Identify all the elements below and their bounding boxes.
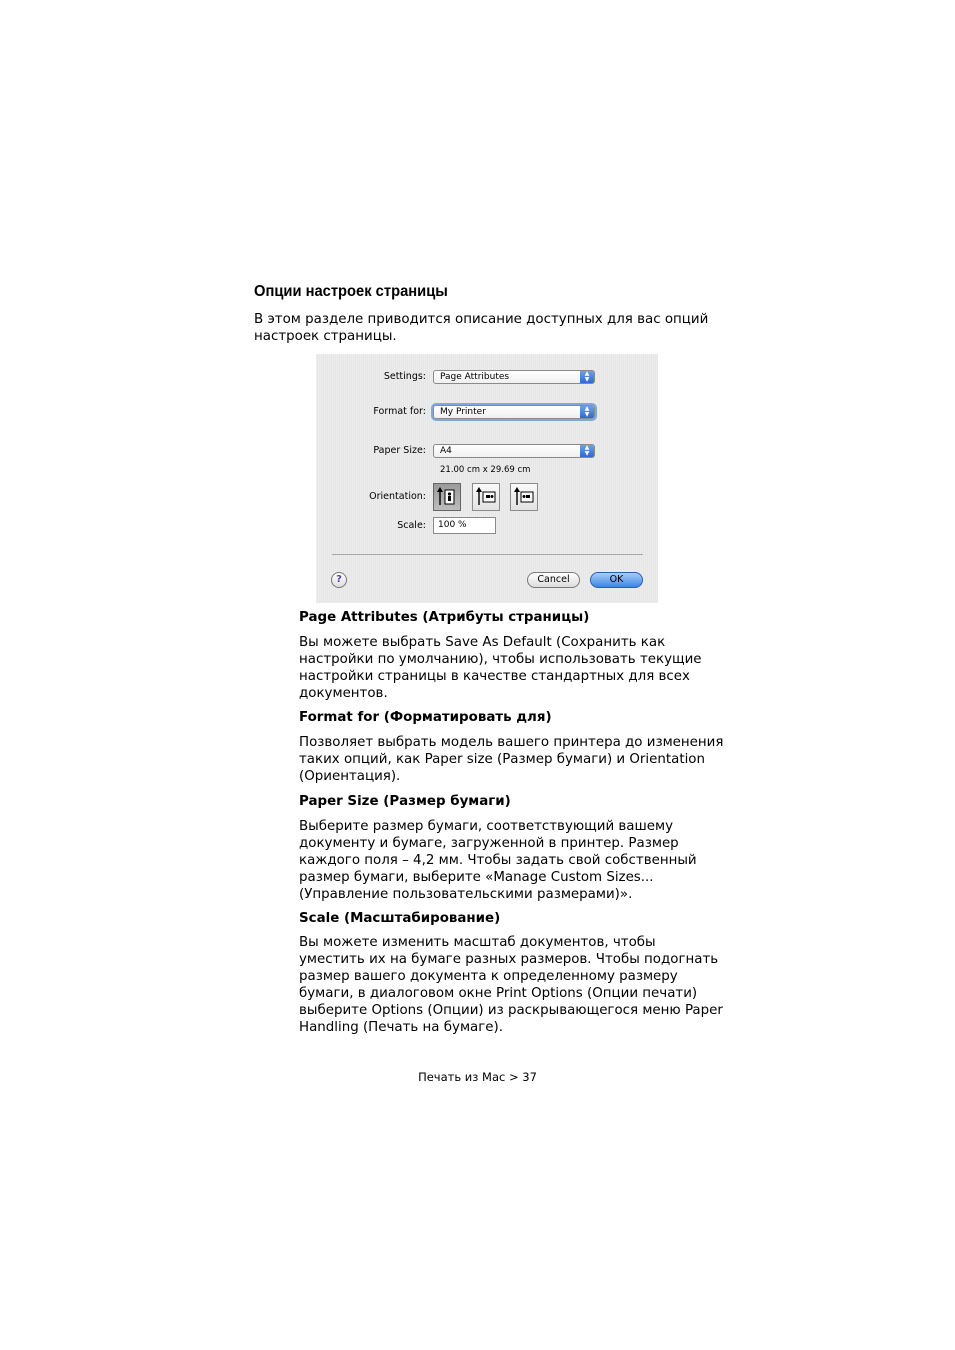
section-title-page-attributes: Page Attributes (Атрибуты страницы) (299, 610, 590, 625)
scale-label: Scale: (397, 520, 426, 531)
landscape-right-icon (511, 484, 537, 510)
paper-dimensions: 21.00 cm x 29.69 cm (440, 465, 531, 475)
scale-input[interactable]: 100 % (433, 517, 496, 534)
section-title-paper-size: Paper Size (Размер бумаги) (299, 794, 511, 809)
settings-label: Settings: (383, 371, 426, 382)
paper-size-value: A4 (440, 446, 452, 456)
format-for-popup[interactable] (433, 405, 595, 419)
orientation-label: Orientation: (369, 491, 426, 502)
popup-arrows-icon: ▲ ▼ (580, 445, 594, 457)
section-title-scale: Scale (Масштабирование) (299, 911, 501, 926)
section-text-page-attributes: Вы можете выбрать Save As Default (Сохранить как настройки по умолчанию), чтобы использовать текущие настройки страницы в качестве стандартных для всех документов. (299, 635, 702, 701)
format-for-label: Format for: (373, 406, 426, 417)
format-for-value: My Printer (440, 407, 486, 417)
settings-value: Page Attributes (440, 372, 510, 382)
intro-paragraph: В этом разделе приводится описание доступных для вас опций настроек страницы. (254, 312, 709, 344)
popup-arrows-icon: ▲ ▼ (580, 406, 594, 418)
popup-arrows-icon: ▲ ▼ (580, 371, 594, 383)
section-heading: Опции настроек страницы (254, 283, 448, 300)
page-setup-dialog (316, 354, 658, 603)
section-text-scale: Вы можете изменить масштаб документов, чтобы уместить их на бумаге разных размеров. Чтобы подогнать размер вашего документа к определенному размеру бумаги, в диалоговом окне Print Options (Опции печати) выберите Options (Опции) из раскрывающегося меню Paper Handling (Печать на бумаге). (299, 935, 723, 1035)
paper-size-popup[interactable] (433, 444, 595, 458)
ok-button[interactable]: OK (590, 572, 643, 588)
orientation-landscape-left-button[interactable] (472, 483, 500, 511)
orientation-landscape-right-button[interactable] (510, 483, 538, 511)
section-text-paper-size: Выберите размер бумаги, соответствующий вашему документу и бумаге, загруженной в принтер. Размер каждого поля – 4,2 мм. Чтобы задать свой собственный размер бумаги, выберите «Manage Custom Sizes... (Управление пользовательскими размерами)». (299, 819, 697, 902)
orientation-portrait-button[interactable] (433, 483, 461, 511)
dialog-divider (332, 554, 643, 555)
section-text-format-for: Позволяет выбрать модель вашего принтера до изменения таких опций, как Paper size (Размер бумаги) и Orientation (Ориентация). (299, 735, 724, 784)
cancel-button[interactable]: Cancel (527, 572, 580, 588)
landscape-left-icon (473, 484, 499, 510)
page-footer: Печать из Mac > 37 (418, 1070, 537, 1084)
settings-popup[interactable] (433, 370, 595, 384)
help-button[interactable]: ? (331, 572, 347, 588)
paper-size-label: Paper Size: (373, 445, 426, 456)
portrait-icon (434, 484, 460, 510)
section-title-format-for: Format for (Форматировать для) (299, 710, 552, 725)
